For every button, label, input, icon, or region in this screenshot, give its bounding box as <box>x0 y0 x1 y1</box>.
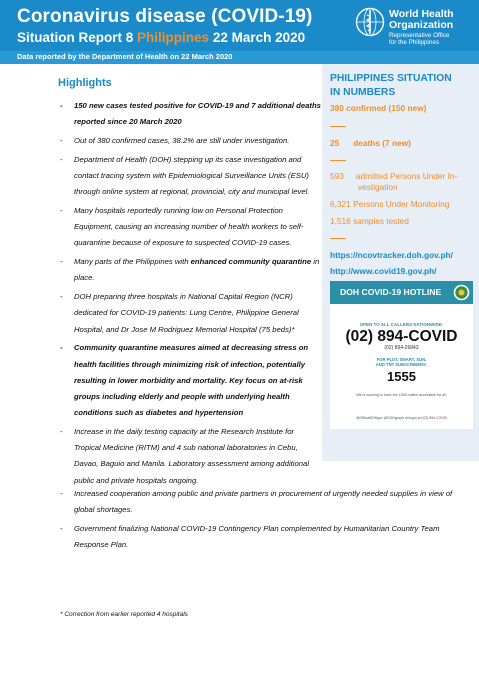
list-item: - Department of Health (DOH) stepping up its case investigation and contact tracing system with Epidemiological Surveillance Units (ESU) through online system at regional, provincial, city and municipal level. <box>60 152 322 201</box>
hotline-note: We're working to have the 1555 hotline accessible for all. <box>356 393 447 397</box>
list-item: - Many parts of the Philippines with enhanced community quarantine in place. <box>60 254 322 286</box>
report-date: 22 March 2020 <box>212 30 306 45</box>
highlights-list <box>60 98 322 491</box>
list-item: - 150 new cases tested positive for COVID-19 and 7 additional deaths reported since 20 March 2020 <box>60 98 322 130</box>
list-item: - Government finalizing National COVID-19 Contingency Plan complemented by Humanitarian Country Team Response Plan. <box>60 521 460 553</box>
report-subtitle <box>17 30 305 45</box>
list-item: - Increase in the daily testing capacity at the Research Institute for Tropical Medicine (RITM) and 4 sub national laboratories in Cebu, Davao, Baguio and Manila. Laboratory assessment among additional public and private hospitals ongoing. <box>60 424 322 489</box>
hotline-number[interactable]: (02) 894-COVID <box>345 328 458 345</box>
list-item: - DOH preparing three hospitals in National Capital Region (NCR) dedicated for COVID-19 patients: Lung Centre, Philippine General Hospital, and Dr Jose M Rodriguez Memorial Hospital (75 beds)* <box>60 289 322 338</box>
hotline-alt-number[interactable]: (02) 894-26843 <box>384 345 419 351</box>
list-item: - Increased cooperation among public and private partners in procurement of urgently needed supplies in view of global shortages. <box>60 486 460 518</box>
who-office: Representative Office for the Philippines <box>389 32 450 46</box>
list-item: - Out of 380 confirmed cases, 38.2% are still under investigation. <box>60 133 322 149</box>
pui-count: 593 admitted Persons Under In- vestigation <box>330 171 458 192</box>
deaths-count: 25 deaths (7 new) <box>330 138 411 148</box>
sidebar-title: PHILIPPINES SITUATION IN NUMBERS <box>330 73 452 98</box>
list-item: - Many hospitals reportedly running low on Personal Protection Equipment, causing an increasing number of health workers to self-quarantine because of exposure to suspected COVID-19 cases. <box>60 203 322 252</box>
highlights-heading: Highlights <box>58 77 112 89</box>
hotline-subscribers-text: FOR PLDT, SMART, SUN, AND TNT SUBSCRIBERS: <box>375 357 428 367</box>
report-number: Situation Report 8 <box>17 30 134 45</box>
report-title: Coronavirus disease (COVID-19) <box>17 6 313 27</box>
who-name: World Health Organization <box>389 8 454 31</box>
divider <box>330 238 346 239</box>
divider <box>330 126 346 127</box>
who-emblem-icon <box>355 7 385 37</box>
list-item: - Community quarantine measures aimed at decreasing stress on health facilities through minimizing risk of infection, potentially resulting in lower morbidity and mortality. Key focus on at-risk groups including elderly and people with underlying health conditions such as diabetes and hypertension <box>60 340 322 421</box>
hotline-open-text: OPEN TO ALL CALLERS NATIONWIDE: <box>359 322 444 327</box>
report-header <box>0 0 479 51</box>
hotline-title: DOH COVID-19 HOTLINE <box>340 287 442 297</box>
doh-seal-icon <box>453 284 470 301</box>
samples-count: 1,516 samples tested <box>330 216 409 226</box>
hotline-short-number[interactable]: 1555 <box>387 369 416 384</box>
highlights-list-continued <box>60 486 460 556</box>
divider <box>330 160 346 161</box>
covid19-gov-link[interactable]: http://www.covid19.gov.ph/ <box>330 266 437 276</box>
footnote: * Correction from earlier reported 4 hospitals <box>60 611 188 618</box>
report-country: Philippines <box>137 30 210 45</box>
confirmed-count: 380 confirmed (150 new) <box>330 103 427 113</box>
data-source-band <box>0 51 479 64</box>
data-source-text: Data reported by the Department of Health on 22 March 2020 <box>17 52 233 61</box>
hotline-footer: @OfficialDOHgov @DOHgovph doh.gov.ph (02) 894-COVID <box>356 416 447 420</box>
who-logo <box>351 4 479 48</box>
pum-count: 6,321 Persons Under Monitoring <box>330 199 450 209</box>
ncov-tracker-link[interactable]: https://ncovtracker.doh.gov.ph/ <box>330 250 453 260</box>
